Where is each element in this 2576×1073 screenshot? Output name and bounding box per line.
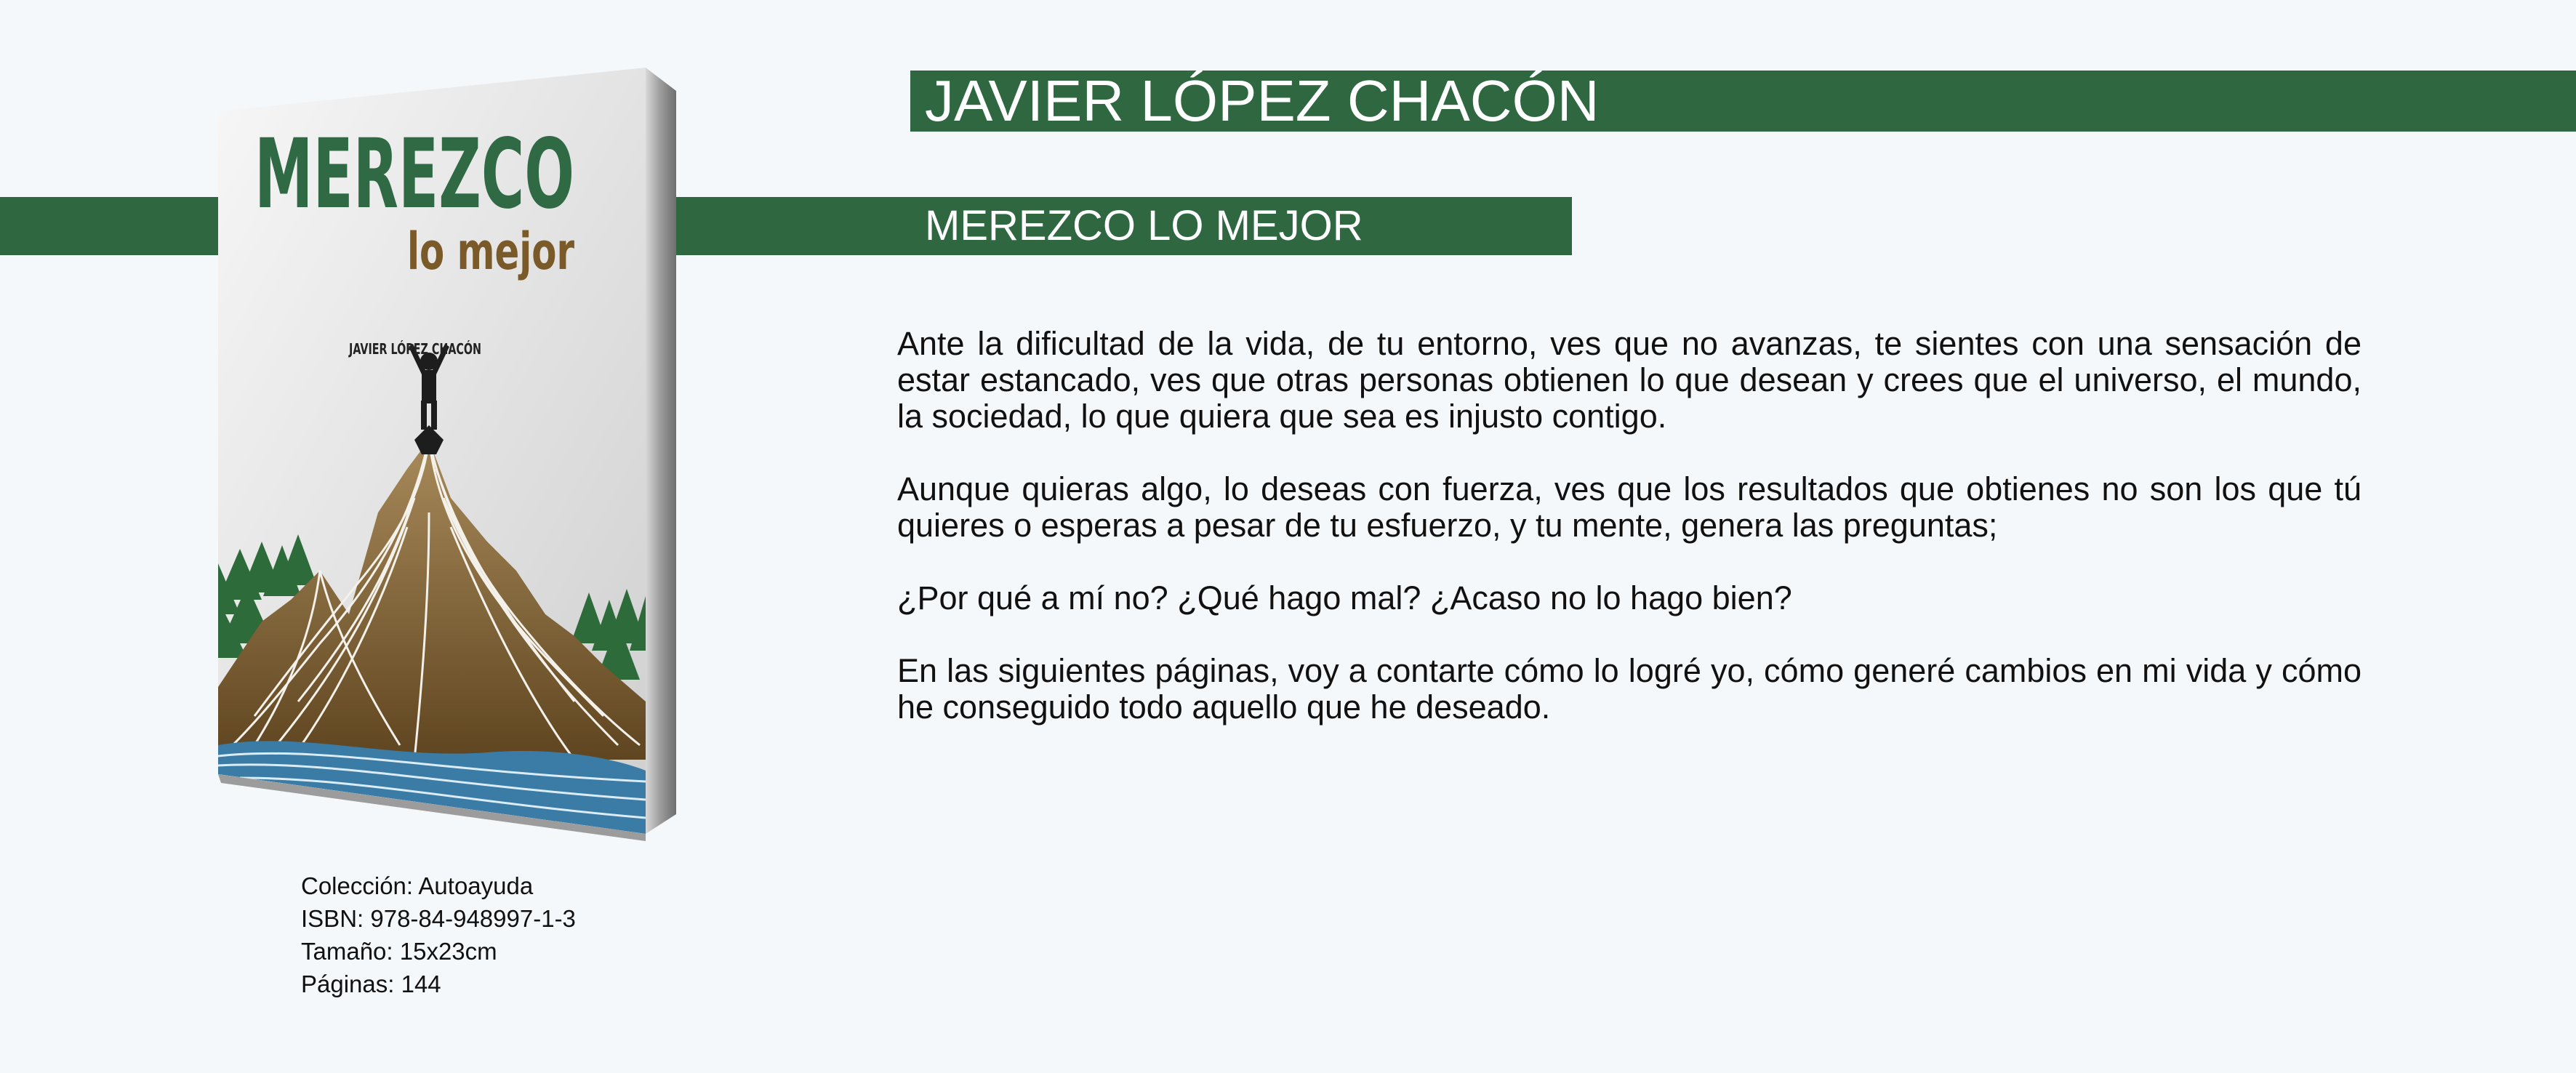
detail-coleccion: Colección: Autoayuda <box>301 872 534 899</box>
book-details <box>301 869 576 1000</box>
title-band-left <box>0 197 218 255</box>
synopsis-paragraph: ¿Por qué a mí no? ¿Qué hago mal? ¿Acaso no lo hago bien? <box>897 579 1792 616</box>
synopsis-paragraph: Aunque quieras algo, lo deseas con fuerza, ves que los resultados que obtienes no son los que tú quieres o esperas a pesar de tu esfuerzo, y tu mente, genera las preguntas; <box>897 470 2362 544</box>
synopsis <box>897 326 2362 762</box>
book-cover <box>211 62 691 847</box>
book-title: MEREZCO LO MEJOR <box>925 202 1363 249</box>
detail-tamano: Tamaño: 15x23cm <box>301 938 497 965</box>
author-name: JAVIER LÓPEZ CHACÓN <box>925 68 1600 133</box>
synopsis-paragraph: Ante la dificultad de la vida, de tu entorno, ves que no avanzas, te sientes con una sensación de estar estancado, ves que otras personas obtienen lo que desean y crees que el universo, el mundo, la sociedad, lo que quiera que sea es injusto contigo. <box>897 325 2362 435</box>
detail-paginas: Páginas: 144 <box>301 970 441 997</box>
cover-title-sub: lo mejor <box>407 222 575 281</box>
cover-title-main: MEREZCO <box>254 118 574 230</box>
synopsis-paragraph: En las siguientes páginas, voy a contarte cómo lo logré yo, cómo generé cambios en mi vida y cómo he conseguido todo aquello que he deseado. <box>897 652 2362 726</box>
cover-author: JAVIER LÓPEZ CHACÓN <box>348 340 481 358</box>
detail-isbn: ISBN: 978-84-948997-1-3 <box>301 905 576 932</box>
